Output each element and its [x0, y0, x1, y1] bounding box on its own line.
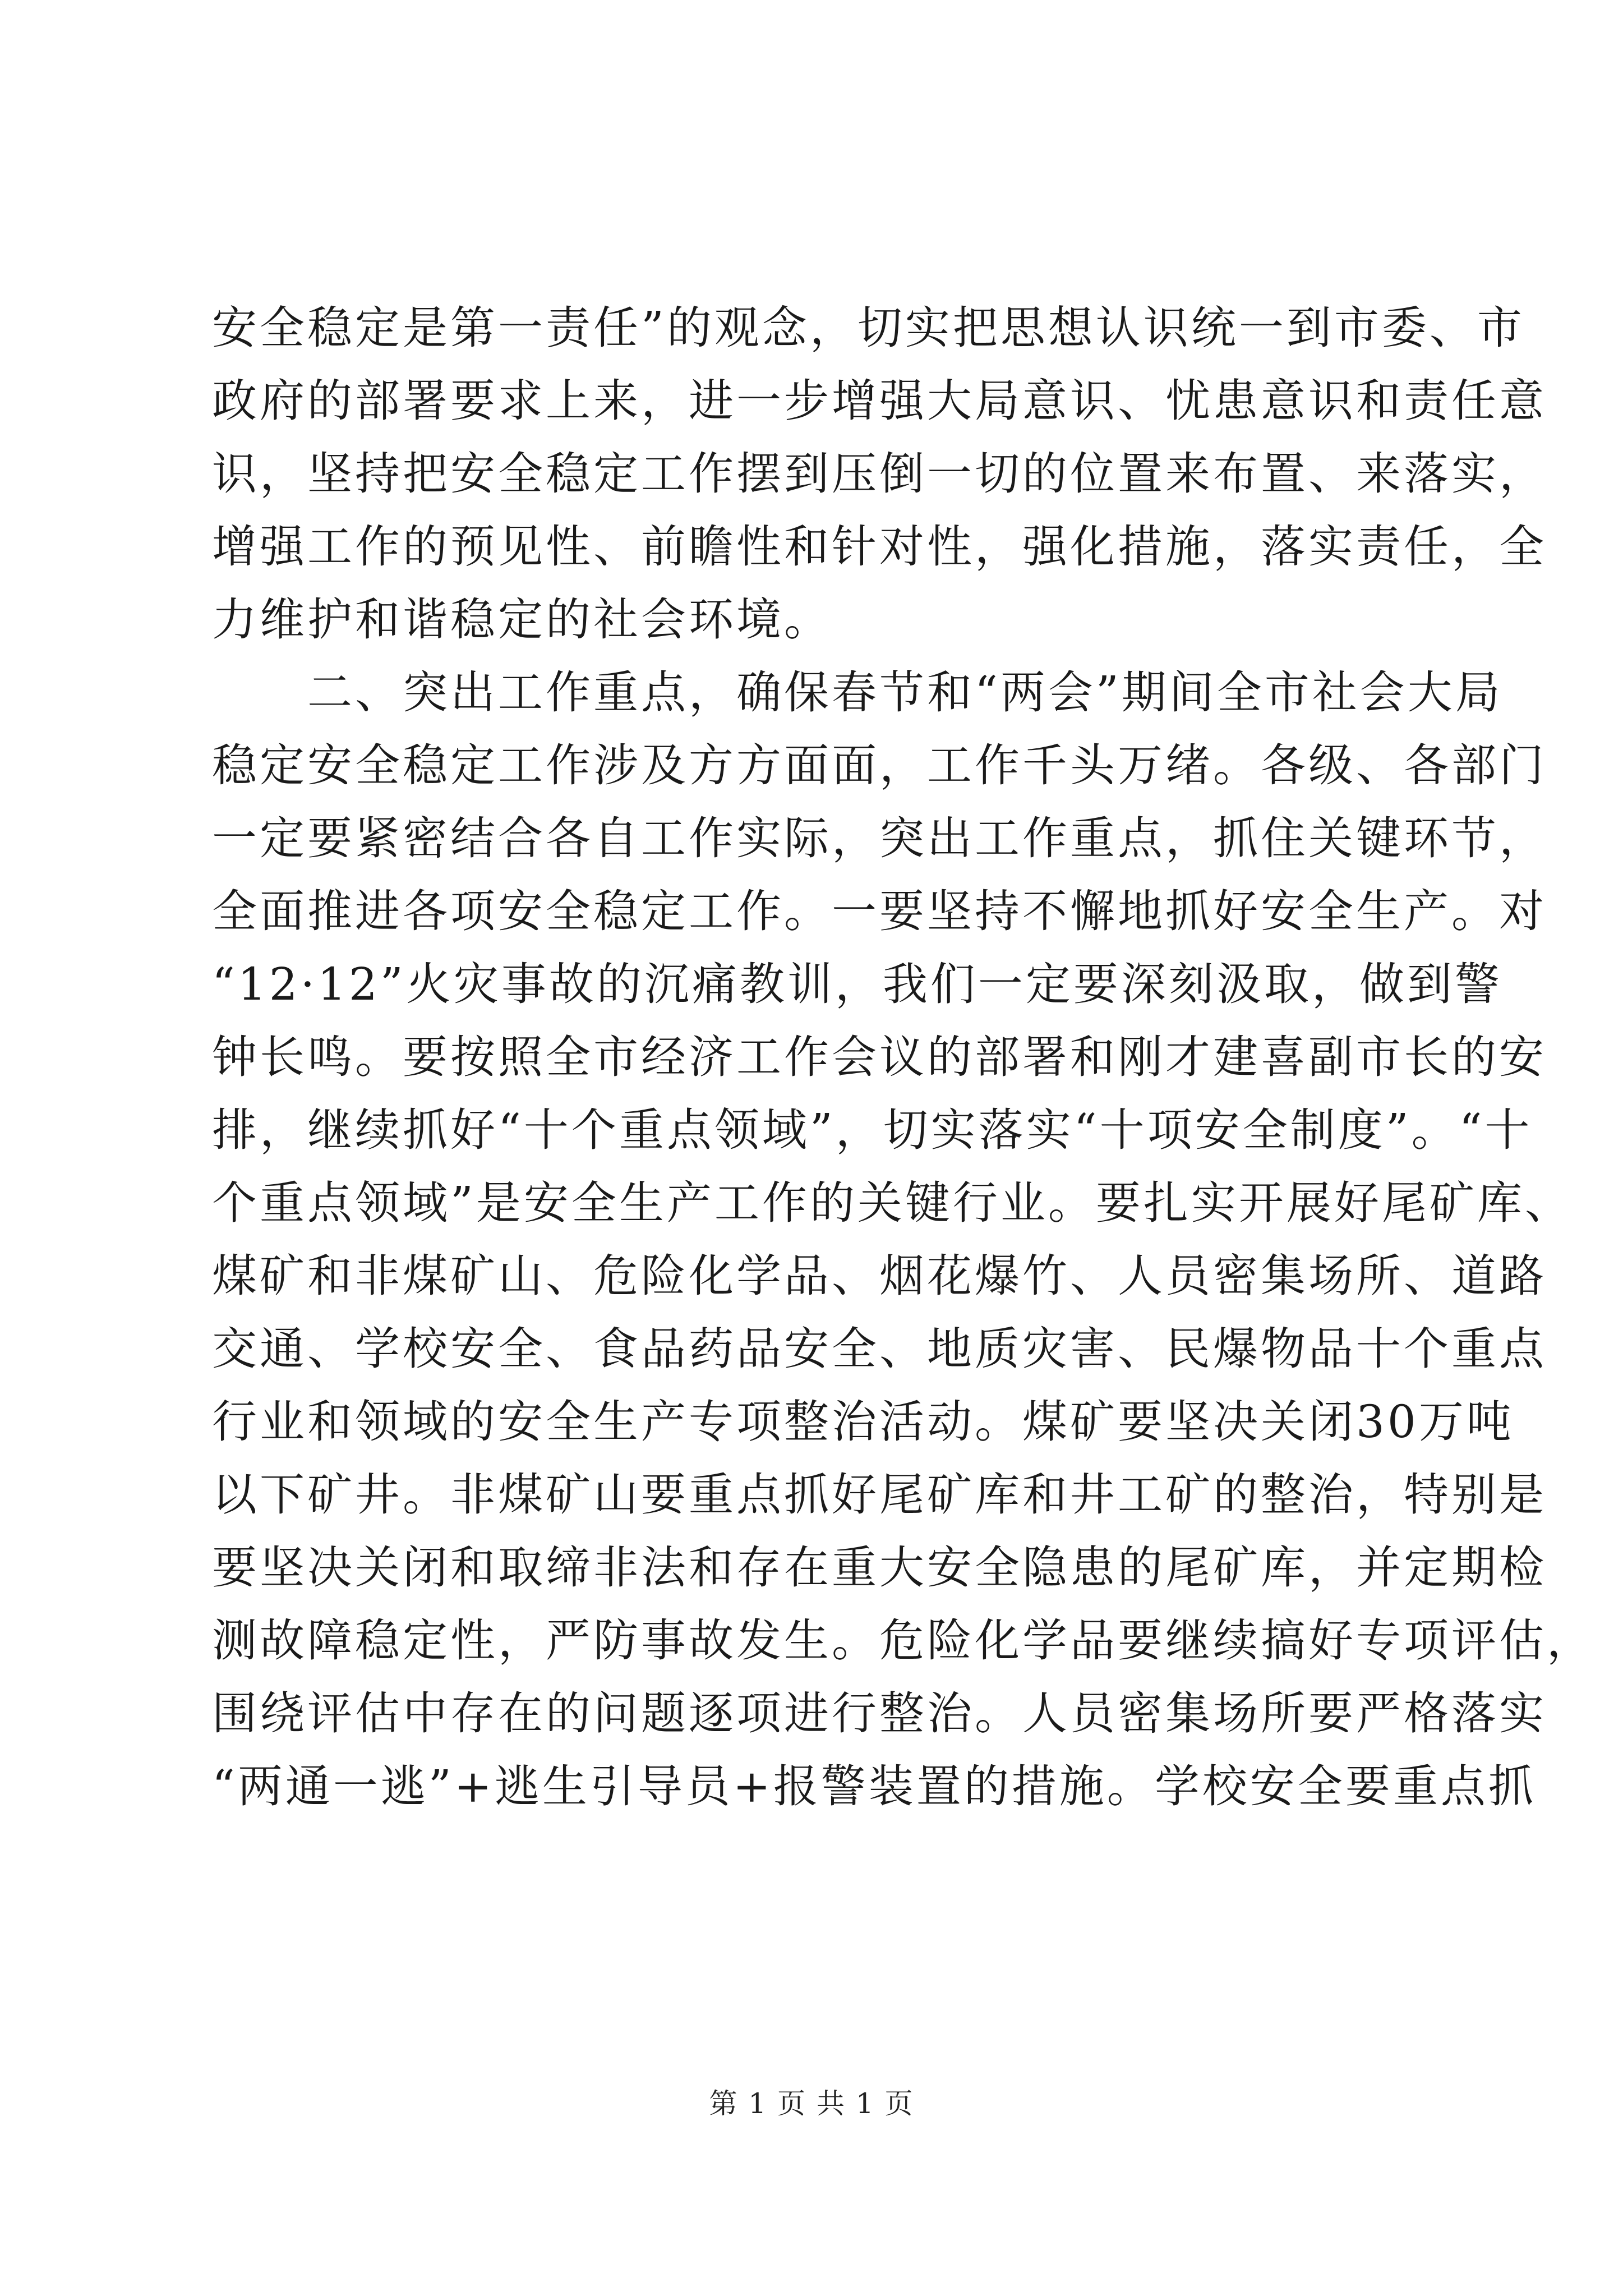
text-line: 一定要紧密结合各自工作实际，突出工作重点，抓住关键环节，	[212, 812, 1547, 864]
text-line: 围绕评估中存在的问题逐项进行整治。人员密集场所要严格落实	[212, 1687, 1547, 1740]
text-line: 行业和领域的安全生产专项整治活动。煤矿要坚决关闭30万吨	[212, 1396, 1514, 1448]
text-line: 以下矿井。非煤矿山要重点抓好尾矿库和井工矿的整治，特别是	[212, 1469, 1547, 1521]
text-line: 个重点领域”是安全生产工作的关键行业。要扎实开展好尾矿库、	[212, 1177, 1573, 1229]
text-line: 增强工作的预见性、前瞻性和针对性，强化措施，落实责任，全	[212, 521, 1547, 573]
text-line: 测故障稳定性，严防事故发生。危险化学品要继续搞好专项评估，	[212, 1614, 1594, 1667]
text-line: 交通、学校安全、食品药品安全、地质灾害、民爆物品十个重点	[212, 1323, 1547, 1375]
text-line: 安全稳定是第一责任”的观念，切实把思想认识统一到市委、市	[212, 302, 1525, 354]
body-text	[212, 292, 1594, 1823]
text-line: “两通一逃”+逃生引导员+报警装置的措施。学校安全要重点抓	[212, 1760, 1536, 1812]
text-line: 排，继续抓好“十个重点领域”，切实落实“十项安全制度”。“十	[212, 1104, 1533, 1156]
text-line: “12·12”火灾事故的沉痛教训，我们一定要深刻汲取，做到警	[212, 958, 1502, 1010]
page-footer	[0, 2081, 1623, 2122]
text-line: 要坚决关闭和取缔非法和存在重大安全隐患的尾矿库，并定期检	[212, 1542, 1547, 1594]
text-line: 煤矿和非煤矿山、危险化学品、烟花爆竹、人员密集场所、道路	[212, 1250, 1547, 1302]
text-line: 力维护和谐稳定的社会环境。	[212, 593, 832, 646]
text-line: 钟长鸣。要按照全市经济工作会议的部署和刚才建喜副市长的安	[212, 1031, 1547, 1083]
text-line: 政府的部署要求上来，进一步增强大局意识、忧患意识和责任意	[212, 375, 1547, 427]
section-heading-line: 二、突出工作重点，确保春节和“两会”期间全市社会大局	[307, 666, 1503, 719]
text-line: 识，坚持把安全稳定工作摆到压倒一切的位置来布置、来落实，	[212, 448, 1547, 500]
text-line: 稳定安全稳定工作涉及方方面面，工作千头万绪。各级、各部门	[212, 739, 1547, 792]
page-number-label: 第 1 页 共 1 页	[709, 2087, 914, 2120]
text-line: 全面推进各项安全稳定工作。一要坚持不懈地抓好安全生产。对	[212, 885, 1547, 937]
